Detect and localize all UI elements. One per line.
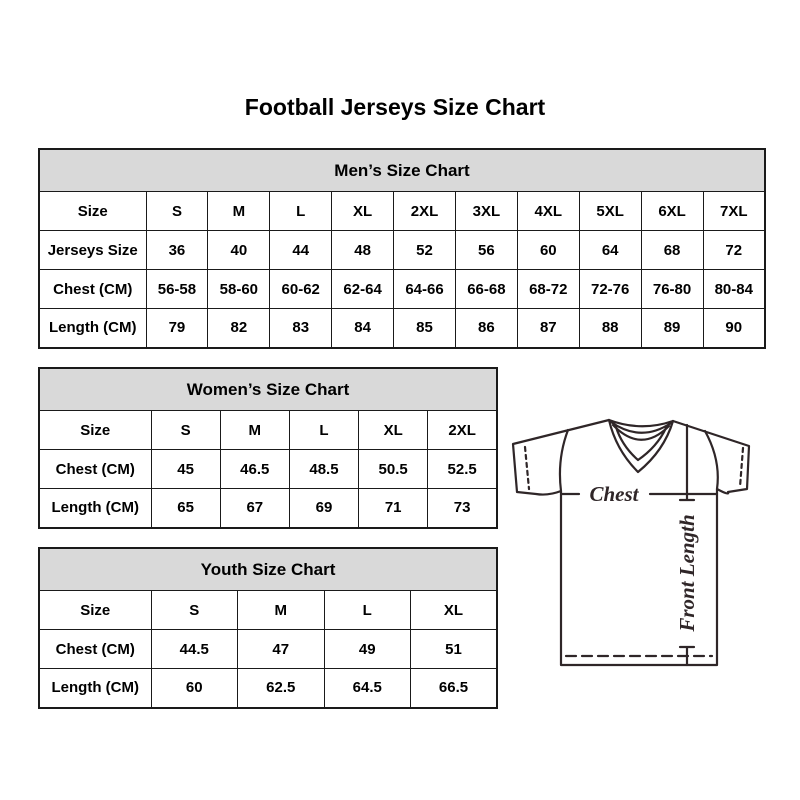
cell-value: 90 (703, 309, 765, 348)
cell-value: 46.5 (220, 450, 289, 489)
cell-value: 40 (208, 231, 270, 270)
cell-value: 71 (359, 489, 428, 528)
jersey-body-outline (513, 420, 749, 665)
row-label: Chest (CM) (39, 450, 151, 489)
men-size-table-grid (38, 148, 766, 349)
cell-value: 86 (455, 309, 517, 348)
cell-value: 60 (517, 231, 579, 270)
cell-value: 72 (703, 231, 765, 270)
cell-value: 64 (579, 231, 641, 270)
row-label: Chest (CM) (39, 270, 146, 309)
row-label: Length (CM) (39, 309, 146, 348)
cell-value: 65 (151, 489, 220, 528)
youth-table-header: Youth Size Chart (39, 548, 497, 591)
cell-value: 62-64 (332, 270, 394, 309)
table-row (39, 309, 765, 348)
cell-value: 88 (579, 309, 641, 348)
cell-value: M (220, 411, 289, 450)
table-row (39, 450, 497, 489)
cell-value: 4XL (517, 192, 579, 231)
cell-value: 52 (394, 231, 456, 270)
table-row (39, 489, 497, 528)
cell-value: 47 (238, 630, 325, 669)
cell-value: 3XL (455, 192, 517, 231)
cell-value: 83 (270, 309, 332, 348)
cell-value: 48 (332, 231, 394, 270)
cell-value: 84 (332, 309, 394, 348)
cell-value: S (146, 192, 208, 231)
women-size-table-grid (38, 367, 498, 529)
table-row (39, 411, 497, 450)
row-label: Size (39, 591, 151, 630)
cell-value: 60 (151, 669, 238, 708)
table-row (39, 591, 497, 630)
table-row (39, 231, 765, 270)
cell-value: 69 (289, 489, 358, 528)
cell-value: 45 (151, 450, 220, 489)
cell-value: M (238, 591, 325, 630)
cell-value: 56-58 (146, 270, 208, 309)
table-row (39, 192, 765, 231)
cell-value: 82 (208, 309, 270, 348)
women-table-header: Women’s Size Chart (39, 368, 497, 411)
men-table-header: Men’s Size Chart (39, 149, 765, 192)
cell-value: 51 (411, 630, 498, 669)
row-label: Length (CM) (39, 489, 151, 528)
cell-value: 68 (641, 231, 703, 270)
cell-value: XL (332, 192, 394, 231)
cell-value: 62.5 (238, 669, 325, 708)
cell-value: L (289, 411, 358, 450)
row-label: Jerseys Size (39, 231, 146, 270)
cell-value: 2XL (428, 411, 497, 450)
youth-size-table (38, 547, 498, 708)
row-label: Size (39, 411, 151, 450)
cell-value: 80-84 (703, 270, 765, 309)
cell-value: 79 (146, 309, 208, 348)
cell-value: M (208, 192, 270, 231)
cell-value: 87 (517, 309, 579, 348)
row-label: Chest (CM) (39, 630, 151, 669)
cell-value: 48.5 (289, 450, 358, 489)
page-title: Football Jerseys Size Chart (244, 94, 546, 120)
cell-value: 49 (324, 630, 411, 669)
cell-value: 58-60 (208, 270, 270, 309)
cell-value: 67 (220, 489, 289, 528)
cell-value: L (270, 192, 332, 231)
cell-value: 7XL (703, 192, 765, 231)
cell-value: 64-66 (394, 270, 456, 309)
cell-value: 5XL (579, 192, 641, 231)
cell-value: 44 (270, 231, 332, 270)
cell-value: 50.5 (359, 450, 428, 489)
cell-value: 73 (428, 489, 497, 528)
cell-value: 64.5 (324, 669, 411, 708)
row-label: Length (CM) (39, 669, 151, 708)
cell-value: 56 (455, 231, 517, 270)
cell-value: 72-76 (579, 270, 641, 309)
cell-value: 2XL (394, 192, 456, 231)
mens-size-table (38, 148, 766, 348)
cell-value: 66-68 (455, 270, 517, 309)
cell-value: 60-62 (270, 270, 332, 309)
cell-value: S (151, 591, 238, 630)
cell-value: 89 (641, 309, 703, 348)
table-row (39, 270, 765, 309)
jersey-measurement-diagram (500, 396, 780, 680)
front-length-measure-label: Front Length (675, 514, 699, 632)
row-label: Size (39, 192, 146, 231)
cell-value: 52.5 (428, 450, 497, 489)
jersey-collar-arcs (609, 420, 673, 440)
table-row (39, 669, 497, 708)
cell-value: 85 (394, 309, 456, 348)
cell-value: 66.5 (411, 669, 498, 708)
cell-value: XL (359, 411, 428, 450)
cell-value: 68-72 (517, 270, 579, 309)
cell-value: L (324, 591, 411, 630)
youth-size-table-grid (38, 547, 498, 709)
cell-value: S (151, 411, 220, 450)
womens-size-table (38, 367, 498, 528)
cell-value: 76-80 (641, 270, 703, 309)
cell-value: 44.5 (151, 630, 238, 669)
cell-value: XL (411, 591, 498, 630)
cell-value: 36 (146, 231, 208, 270)
table-row (39, 630, 497, 669)
cell-value: 6XL (641, 192, 703, 231)
chest-measure-label: Chest (589, 482, 639, 506)
